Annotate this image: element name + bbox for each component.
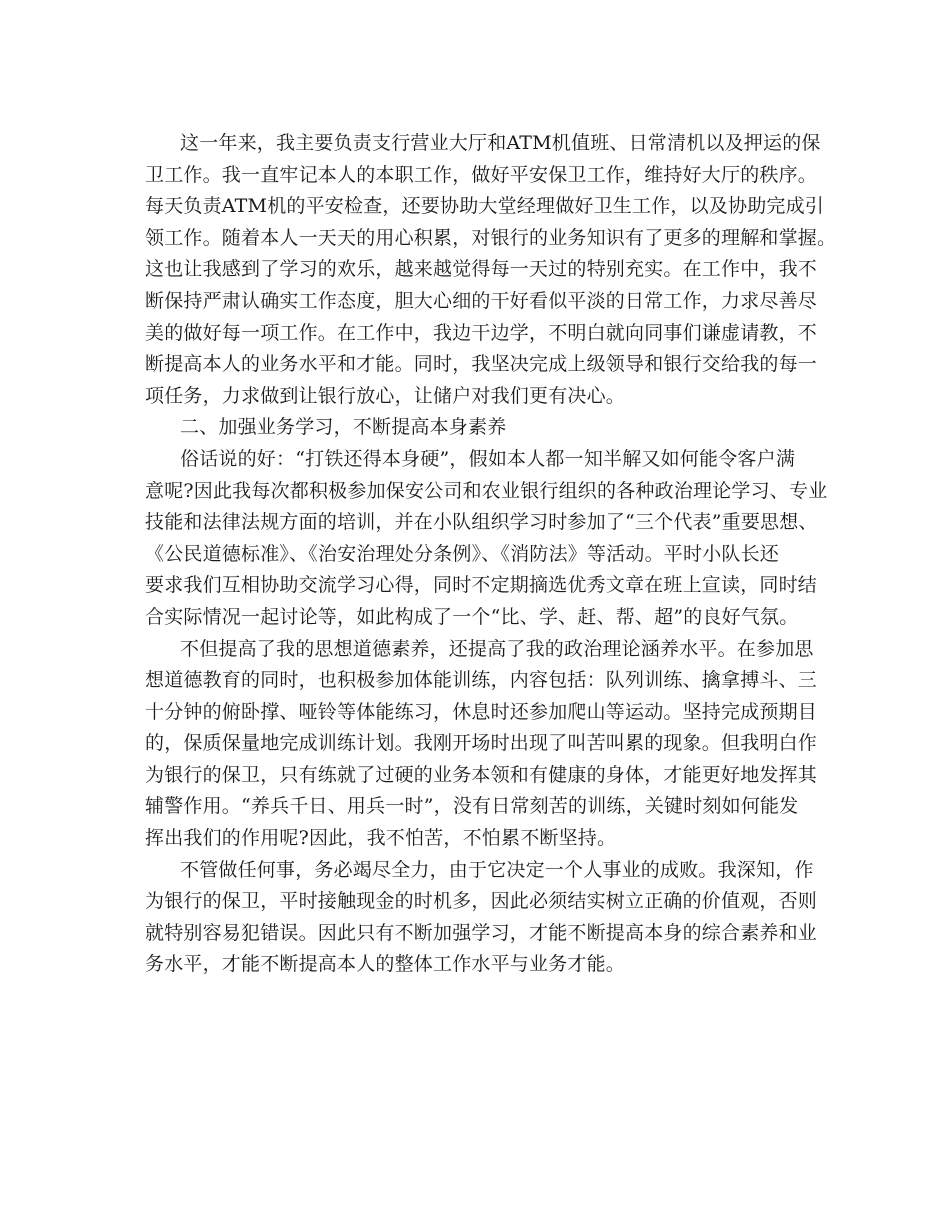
- text-line: 卫工作。我一直牢记本人的本职工作，做好平安保卫工作，维持好大厅的秩序。: [145, 163, 818, 186]
- paragraph-work-duties: [145, 128, 837, 412]
- text-line: 务水平，才能不断提高本人的整体工作水平与业务才能。: [145, 953, 626, 976]
- text-line: 不但提高了我的思想道德素养，还提高了我的政治理论涵养水平。在参加思: [180, 637, 814, 660]
- text-line: 十分钟的俯卧撑、哑铃等体能练习，休息时还参加爬山等运动。坚持完成预期目: [145, 700, 818, 723]
- text-line: 就特别容易犯错误。因此只有不断加强学习，才能不断提高本身的综合素养和业: [145, 921, 818, 944]
- text-line: 这也让我感到了学习的欢乐，越来越觉得每一天过的特别充实。在工作中，我不: [145, 258, 818, 281]
- paragraph-study: [145, 444, 828, 634]
- text-line: 《公民道德标准》、《治安治理处分条例》、《消防法》等活动。平时小队长还: [145, 542, 780, 565]
- text-line: 不管做任何事，务必竭尽全力，由于它决定一个人事业的成败。我深知，作: [180, 858, 814, 881]
- text-line: 断保持严肃认确实工作态度，胆大心细的干好看似平淡的日常工作，力求尽善尽: [145, 289, 818, 312]
- text-line: 的，保质保量地完成训练计划。我刚开场时出现了叫苦叫累的现象。但我明白作: [145, 732, 818, 755]
- heading-line: 二、加强业务学习，不断提高本身素养: [180, 416, 507, 439]
- document-body: [145, 128, 837, 981]
- text-line: 俗话说的好：“打铁还得本身硬”，假如本人都一知半解又如何能令客户满: [180, 447, 796, 470]
- text-line: 为银行的保卫，只有练就了过硬的业务本领和有健康的身体，才能更好地发挥其: [145, 763, 818, 786]
- paragraph-training: [145, 634, 818, 855]
- paragraph-values: [145, 855, 818, 981]
- text-line: 挥出我们的作用呢?因此，我不怕苦，不怕累不断坚持。: [145, 827, 617, 850]
- text-line: 意呢?因此我每次都积极参加保安公司和农业银行组织的各种政治理论学习、专业: [145, 479, 828, 502]
- text-line: 要求我们互相协助交流学习心得，同时不定期摘选优秀文章在班上宣读，同时结: [145, 574, 818, 597]
- text-line: 项任务，力求做到让银行放心，让储户对我们更有决心。: [145, 384, 626, 407]
- text-line: 断提高本人的业务水平和才能。同时，我坚决完成上级领导和银行交给我的每一: [145, 353, 818, 376]
- text-line: 为银行的保卫，平时接触现金的时机多，因此必须结实树立正确的价值观，否则: [145, 890, 818, 913]
- text-line: 这一年来，我主要负责支行营业大厅和ATM机值班、日常清机以及押运的保: [180, 132, 821, 154]
- text-line: 辅警作用。“养兵千日、用兵一时”，没有日常刻苦的训练，关键时刻如何能发: [145, 795, 799, 818]
- text-line: 合实际情况一起讨论等，如此构成了一个“比、学、赶、帮、超”的良好气氛。: [145, 605, 799, 628]
- text-line: 每天负责ATM机的平安检查，还要协助大堂经理做好卫生工作，以及协助完成引: [145, 195, 825, 218]
- text-line: 美的做好每一项工作。在工作中，我边干边学，不明白就向同事们谦虚请教，不: [145, 321, 818, 344]
- text-line: 领工作。随着本人一天天的用心积累，对银行的业务知识有了更多的理解和掌握。: [145, 226, 837, 249]
- section-heading-2: [145, 412, 810, 444]
- text-line: 技能和法律法规方面的培训，并在小队组织学习时参加了“三个代表”重要思想、: [145, 511, 818, 534]
- text-line: 想道德教育的同时，也积极参加体能训练，内容包括：队列训练、擒拿搏斗、三: [145, 669, 818, 692]
